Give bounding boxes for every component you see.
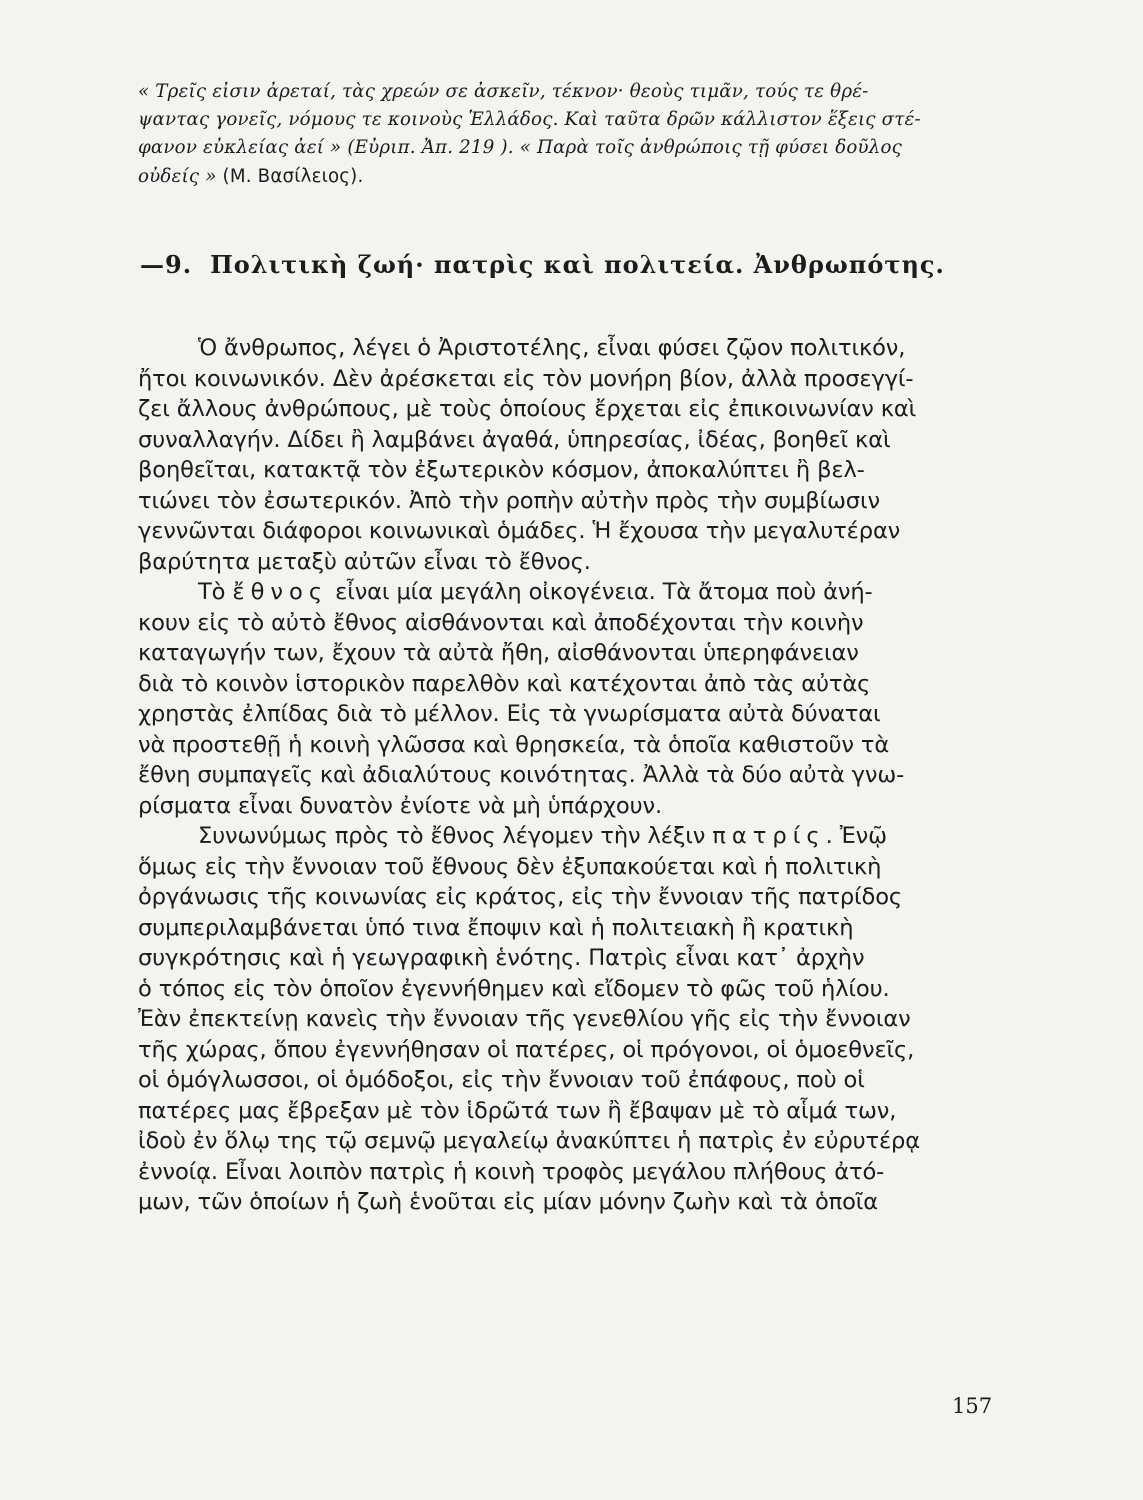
text-line: συγκρότησις καὶ ἡ γεωγραφικὴ ἑνότης. Πατρὶς εἶναι κατ᾽ ἀρχὴν (138, 945, 865, 971)
quote-line: « Τρεῖς εἰσιν ἀρεταί, τὰς χρεών σε ἀσκεῖν, τέκνον· θεοὺς τιμᾶν, τούς τε θρέ- (138, 81, 869, 102)
text-line: τιώνει τὸν ἐσωτερικόν. Ἀπὸ τὴν ροπὴν αὐτὴν πρὸς τὴν συμβίωσιν (138, 487, 880, 514)
text-line: βαρύτητα μεταξὺ αὐτῶν εἶναι τὸ ἔθνος. (138, 548, 591, 575)
text-line: διὰ τὸ κοινὸν ἱστορικὸν παρελθὸν καὶ κατέχονται ἀπὸ τὰς αὐτὰς (138, 670, 871, 697)
epigraph-quote (138, 78, 990, 191)
quote-line: ψαντας γονεῖς, νόμους τε κοινοὺς Ἑλλάδος. Καὶ ταῦτα δρῶν κάλλιστον ἕξεις στέ- (138, 109, 921, 131)
text-line: ἐννοίᾳ. Εἶναι λοιπὸν πατρὶς ἡ κοινὴ τροφὸς μεγάλου πλήθους ἀτό- (138, 1158, 885, 1185)
text-line: ζει ἄλλους ἀνθρώπους, μὲ τοὺς ὁποίους ἔρχεται εἰς ἐπικοινωνίαν καὶ (138, 396, 917, 422)
text-line: ὀργάνωσις τῆς κοινωνίας εἰς κράτος, εἰς τὴν ἔννοιαν τῆς πατρίδος (138, 884, 902, 910)
text-line: νὰ προστεθῇ ἡ κοινὴ γλῶσσα καὶ θρησκεία, τὰ ὁποῖα καθιστοῦν τὰ (138, 731, 890, 758)
quote-attribution: (Μ. Βασίλειος). (216, 165, 364, 187)
text-line: καταγωγήν των, ἔχουν τὰ αὐτὰ ἤθη, αἰσθάνονται ὑπερηφάνειαν (138, 640, 859, 666)
text-line: ἔθνη συμπαγεῖς καὶ ἀδιαλύτους κοινότητας. Ἀλλὰ τὰ δύο αὐτὰ γνω- (138, 762, 905, 788)
emphasized-word: πατρίς (712, 823, 826, 849)
text-line: ρίσματα εἶναι δυνατὸν ἐνίοτε νὰ μὴ ὑπάρχουν. (138, 792, 663, 819)
quote-line (138, 163, 990, 191)
text-line: χρηστὰς ἐλπίδας διὰ τὸ μέλλον. Εἰς τὰ γνωρίσματα αὐτὰ δύναται (138, 701, 881, 727)
section-number: 9. (165, 250, 193, 279)
text-line: μων, τῶν ὁποίων ἡ ζωὴ ἑνοῦται εἰς μίαν μόνην ζωὴν καὶ τὰ ὁποῖα (138, 1189, 878, 1215)
quote-line-italic: οὐδείς » (138, 165, 217, 187)
text-line: Ὁ ἄνθρωπος, λέγει ὁ Ἀριστοτέλης, εἶναι φύσει ζῷον πολιτικόν, (198, 335, 906, 361)
text-line: τῆς χώρας, ὅπου ἐγεννήθησαν οἱ πατέρες, οἱ πρόγονοι, οἱ ὁμοεθνεῖς, (138, 1036, 915, 1063)
text-line: Ἐὰν ἐπεκτείνῃ κανεὶς τὴν ἔννοιαν τῆς γενεθλίου γῆς εἰς τὴν ἔννοιαν (138, 1006, 911, 1032)
text-line: γεννῶνται διάφοροι κοινωνικαὶ ὁμάδες. Ἡ ἔχουσα τὴν μεγαλυτέραν (138, 518, 901, 544)
text-line (138, 821, 990, 852)
text-line: ὅμως εἰς τὴν ἔννοιαν τοῦ ἔθνους δὲν ἐξυπακούεται καὶ ἡ πολιτικὴ (138, 853, 882, 880)
heading-dash: — (140, 250, 165, 279)
section-title: Πολιτικὴ ζωή· πατρὶς καὶ πολιτεία. Ἀνθρωπότης. (210, 250, 945, 279)
text-line: ἤτοι κοινωνικόν. Δὲν ἀρέσκεται εἰς τὸν μονήρη βίον, ἀλλὰ προσεγγί- (138, 365, 914, 392)
emphasized-word: ἔθνος (232, 579, 329, 605)
quote-line: φανον εὐκλείας ἀεί » (Εὐριπ. Ἀπ. 219 ). « Παρὰ τοῖς ἀνθρώποις τῇ φύσει δοῦλος (138, 137, 903, 159)
text-line: βοηθεῖται, κατακτᾷ τὸν ἐξωτερικὸν κόσμον, ἀποκαλύπτει ἢ βελ- (138, 457, 865, 483)
text-fragment: . Ἐνῷ (825, 823, 887, 849)
text-fragment: Τὸ (198, 579, 233, 605)
body-text (138, 333, 990, 1218)
text-line: ἰδοὺ ἐν ὅλῳ της τῷ σεμνῷ μεγαλείῳ ἀνακύπτει ἡ πατρὶς ἐν εὐρυτέρᾳ (138, 1128, 920, 1154)
text-line: κουν εἰς τὸ αὐτὸ ἔθνος αἰσθάνονται καὶ ἀποδέχονται τὴν κοινὴν (138, 609, 864, 636)
section-heading (140, 250, 990, 279)
text-line: συμπεριλαμβάνεται ὑπό τινα ἔποψιν καὶ ἡ πολιτειακὴ ἢ κρατικὴ (138, 914, 854, 941)
text-fragment: Συνωνύμως πρὸς τὸ ἔθνος λέγομεν τὴν λέξιν (198, 823, 713, 849)
text-line: ὁ τόπος εἰς τὸν ὁποῖον ἐγεννήθημεν καὶ εἴδομεν τὸ φῶς τοῦ ἡλίου. (138, 975, 890, 1002)
text-line: συναλλαγήν. Δίδει ἢ λαμβάνει ἀγαθά, ὑπηρεσίας, ἰδέας, βοηθεῖ καὶ (138, 426, 891, 453)
text-line: οἱ ὁμόγλωσσοι, οἱ ὁμόδοξοι, εἰς τὴν ἔννοιαν τοῦ ἐπάφους, ποὺ οἱ (138, 1067, 865, 1093)
text-line (138, 577, 990, 608)
text-fragment: εἶναι μία μεγάλη οἰκογένεια. Τὰ ἄτομα ποὺ ἀνή- (328, 579, 873, 605)
text-line: πατέρες μας ἔβρεξαν μὲ τὸν ἱδρῶτά των ἢ ἔβαψαν μὲ τὸ αἷμά των, (138, 1097, 897, 1124)
page-number: 157 (952, 1394, 993, 1418)
